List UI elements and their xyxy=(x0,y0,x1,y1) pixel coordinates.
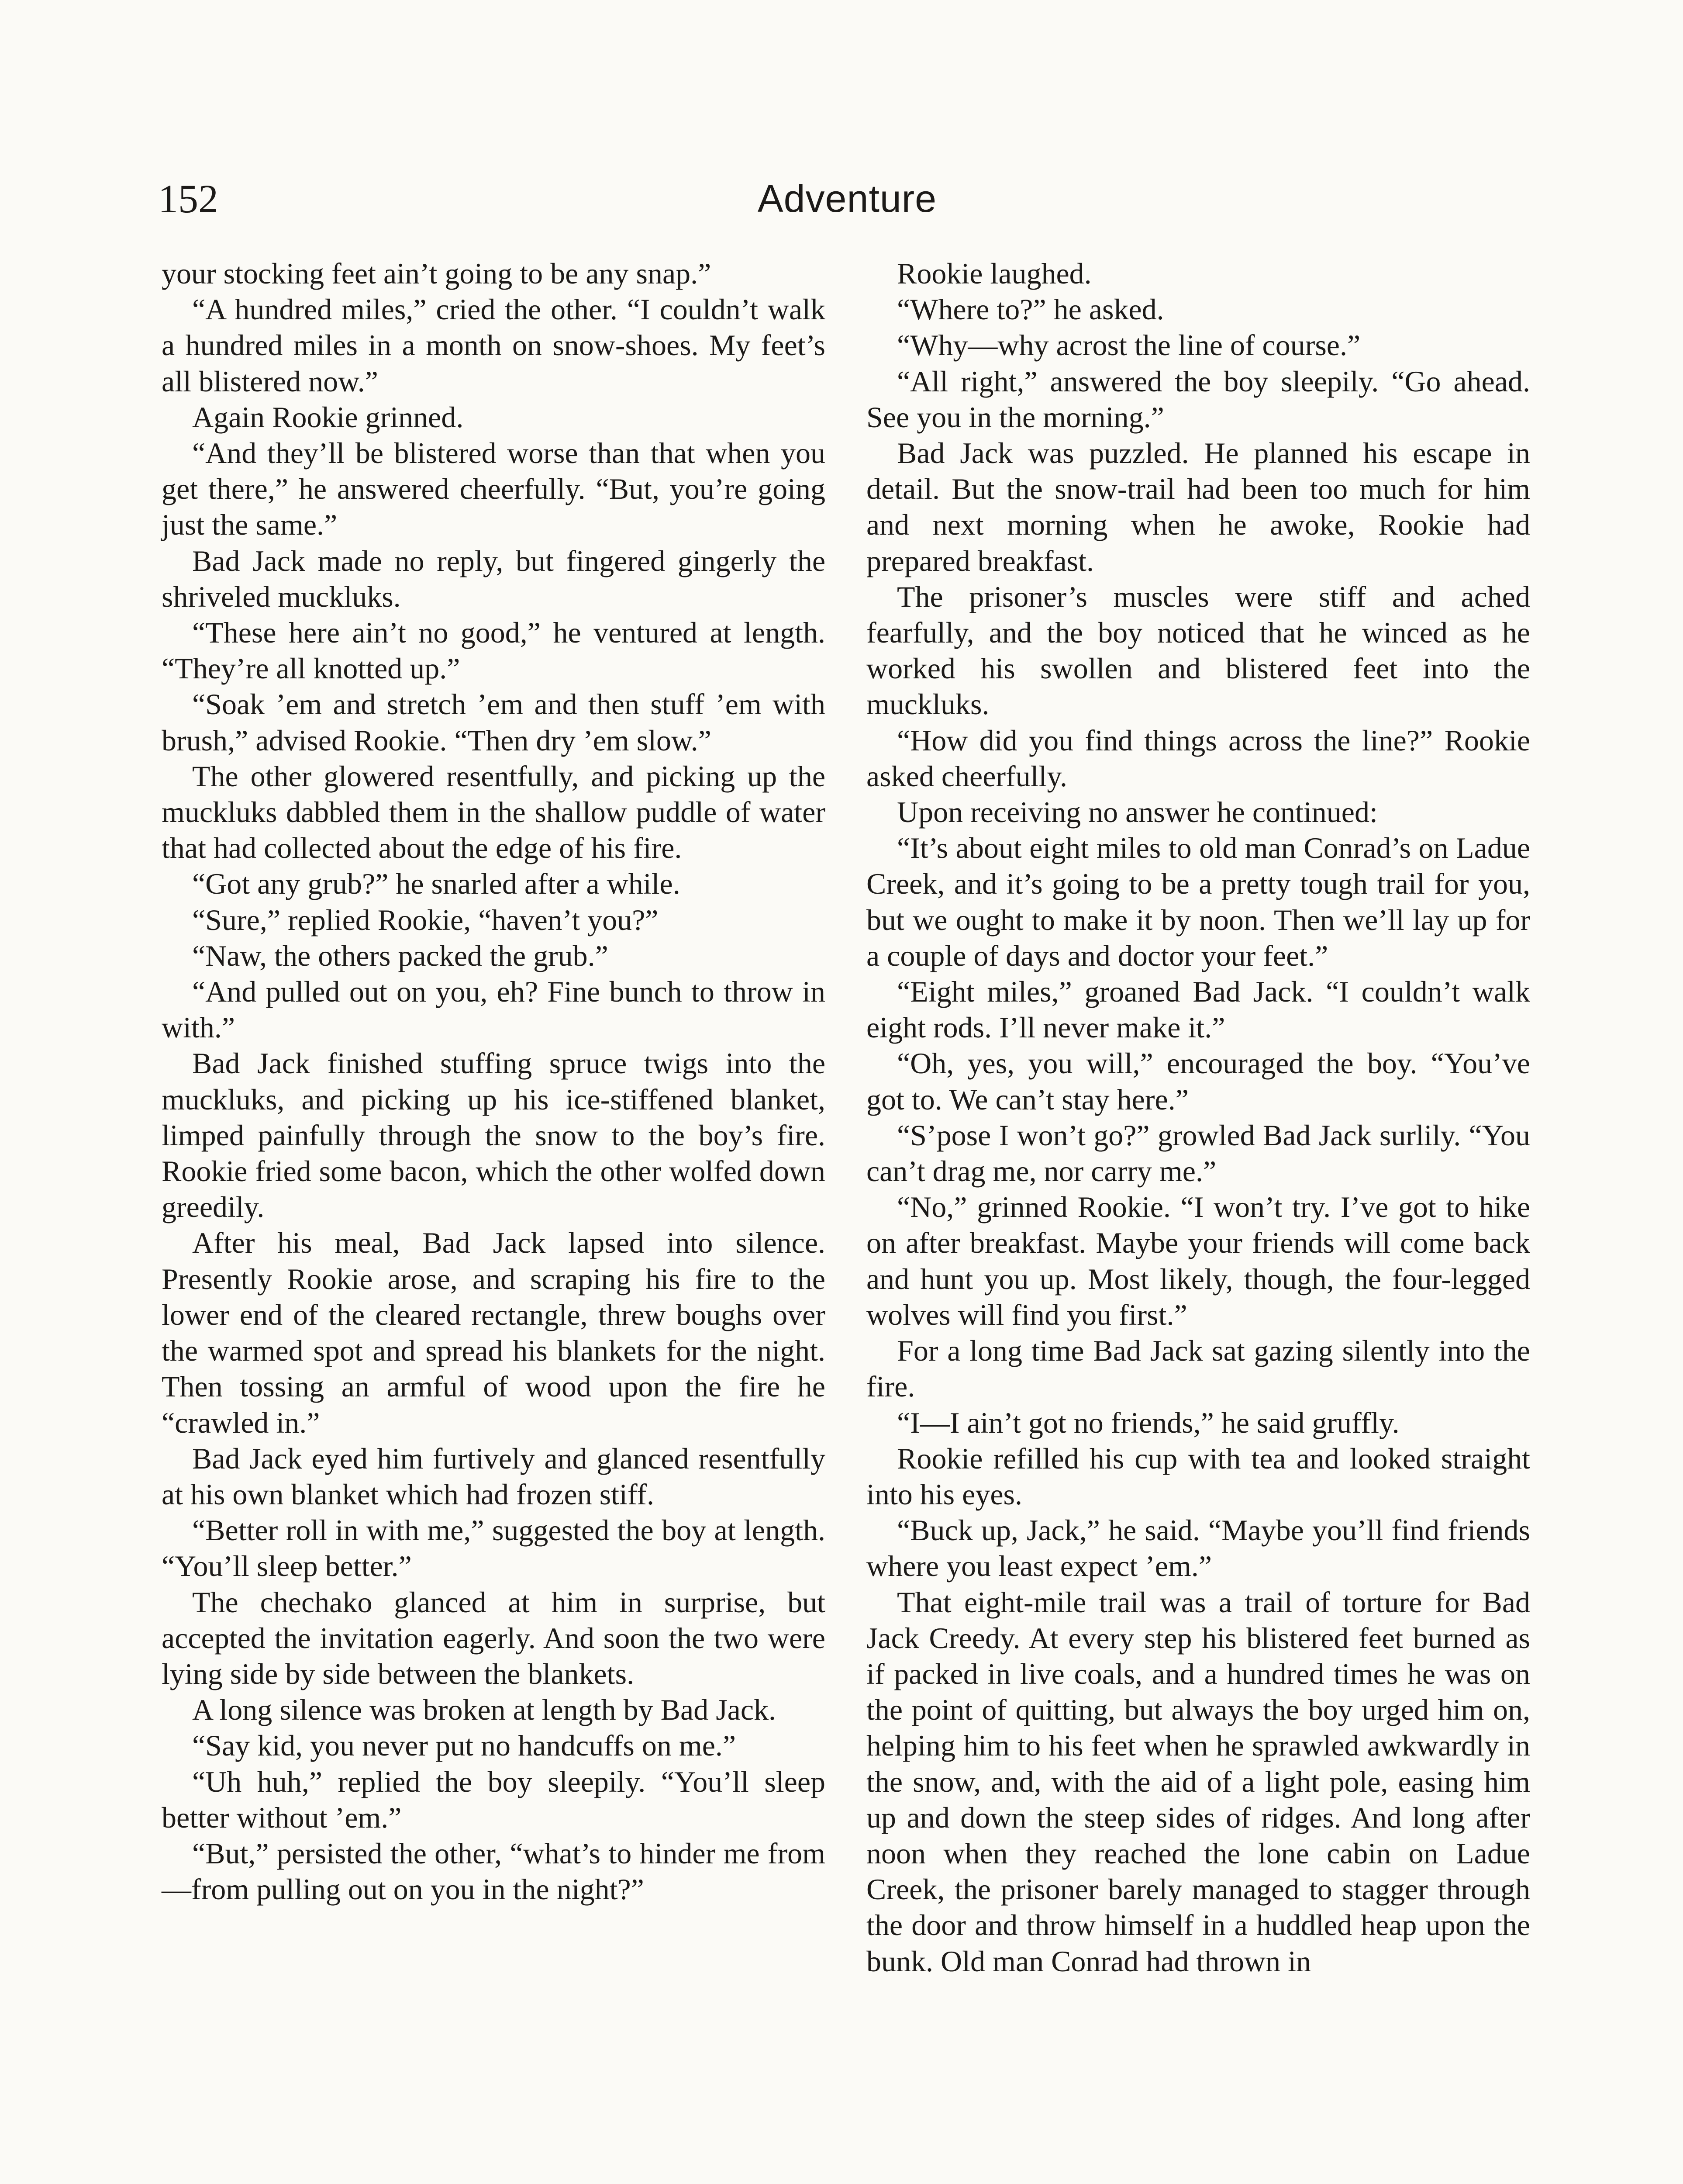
paragraph: “Naw, the others packed the grub.” xyxy=(192,939,608,972)
paragraph: “Eight miles,” groaned Bad Jack. “I couldn’t walk eight rods. I’ll never make it.” xyxy=(866,975,1530,1044)
paragraph: For a long time Bad Jack sat gazing silently into the fire. xyxy=(866,1334,1530,1403)
left-column xyxy=(162,256,825,1907)
running-title: Adventure xyxy=(757,177,937,220)
paragraph: your stocking feet ain’t going to be any snap.” xyxy=(162,257,711,290)
paragraph: “Buck up, Jack,” he said. “Maybe you’ll find friends where you least expect ’em.” xyxy=(866,1514,1530,1583)
paragraph: “These here ain’t no good,” he ventured at length. “They’re all knotted up.” xyxy=(162,616,825,685)
paragraph: “How did you find things across the line?” Rookie asked cheerfully. xyxy=(866,723,1530,793)
paragraph: That eight-mile trail was a trail of torture for Bad Jack Creedy. At every step his blistered feet burned as if packed in live coals, and a hundred times he was on the point of quitting, but always the boy urged him on, helping him to his feet when he sprawled awkwardly in the snow, and, with the aid of a light pole, easing him up and down the steep sides of ridges. And long after noon when they reached the lone cabin on Ladue Creek, the prisoner barely managed to stagger through the door and throw himself in a huddled heap upon the bunk. Old man Conrad had thrown in xyxy=(866,1585,1530,1978)
paragraph: “I—I ain’t got no friends,” he said gruffly. xyxy=(897,1406,1400,1439)
paragraph: “No,” grinned Rookie. “I won’t try. I’ve got to hike on after breakfast. Maybe your friends will come back and hunt you up. Most likely, though, the four-legged wolves will find you first.” xyxy=(866,1190,1530,1331)
right-column xyxy=(866,256,1530,1979)
paragraph: “All right,” answered the boy sleepily. “Go ahead. See you in the morning.” xyxy=(866,364,1530,434)
paragraph: “Why—why acrost the line of course.” xyxy=(897,328,1361,362)
paragraph: “Got any grub?” he snarled after a while. xyxy=(192,867,680,901)
paragraph: After his meal, Bad Jack lapsed into silence. Presently Rookie arose, and scraping his fire to the lower end of the cleared rectangle, threw boughs over the warmed spot and spread his blankets for the night. Then tossing an armful of wood upon the fire he “crawled in.” xyxy=(162,1226,825,1439)
paragraph: Bad Jack was puzzled. He planned his escape in detail. But the snow-trail had been too much for him and next morning when he awoke, Rookie had prepared breakfast. xyxy=(866,436,1530,577)
paragraph: Again Rookie grinned. xyxy=(192,400,464,434)
paragraph: “Where to?” he asked. xyxy=(897,293,1164,326)
paragraph: “Uh huh,” replied the boy sleepily. “You’ll sleep better without ’em.” xyxy=(162,1765,825,1834)
paragraph: The prisoner’s muscles were stiff and ached fearfully, and the boy noticed that he winced as he worked his swollen and blistered feet into the muckluks. xyxy=(866,580,1530,721)
page-header xyxy=(158,168,1536,229)
paragraph: The chechako glanced at him in surprise, but accepted the invitation eagerly. And soon the two were lying side by side between the blankets. xyxy=(162,1585,825,1690)
paragraph: “S’pose I won’t go?” growled Bad Jack surlily. “You can’t drag me, nor carry me.” xyxy=(866,1118,1530,1188)
paragraph: Upon receiving no answer he continued: xyxy=(897,795,1378,829)
paragraph: “It’s about eight miles to old man Conrad’s on Ladue Creek, and it’s going to be a pretty tough trail for you, but we ought to make it by noon. Then we’ll lay up for a couple of days and doctor your feet.” xyxy=(866,831,1530,972)
paragraph: Bad Jack finished stuffing spruce twigs into the muckluks, and picking up his ice-stiffened blanket, limped painfully through the snow to the boy’s fire. Rookie fried some bacon, which the other wolfed down greedily. xyxy=(162,1047,825,1224)
paragraph: “Sure,” replied Rookie, “haven’t you?” xyxy=(192,903,659,936)
paragraph: Rookie refilled his cup with tea and looked straight into his eyes. xyxy=(866,1441,1530,1511)
paragraph: “Better roll in with me,” suggested the boy at length. “You’ll sleep better.” xyxy=(162,1514,825,1583)
paragraph: The other glowered resentfully, and picking up the muckluks dabbled them in the shallow puddle of water that had collected about the edge of his fire. xyxy=(162,759,825,865)
paragraph: “A hundred miles,” cried the other. “I couldn’t walk a hundred miles in a month on snow-shoes. My feet’s all blistered now.” xyxy=(162,293,825,398)
paragraph: “But,” persisted the other, “what’s to hinder me from—from pulling out on you in the night?” xyxy=(162,1836,825,1906)
paragraph: “Soak ’em and stretch ’em and then stuff ’em with brush,” advised Rookie. “Then dry ’em slow.” xyxy=(162,688,825,757)
paragraph: “Oh, yes, you will,” encouraged the boy. “You’ve got to. We can’t stay here.” xyxy=(866,1047,1530,1116)
paragraph: “And they’ll be blistered worse than that when you get there,” he answered cheerfully. “But, you’re going just the same.” xyxy=(162,436,825,542)
paragraph: Rookie laughed. xyxy=(897,257,1092,290)
paragraph: “Say kid, you never put no handcuffs on me.” xyxy=(192,1729,736,1762)
paragraph: “And pulled out on you, eh? Fine bunch to throw in with.” xyxy=(162,975,825,1044)
paragraph: Bad Jack eyed him furtively and glanced resentfully at his own blanket which had frozen stiff. xyxy=(162,1441,825,1511)
page-number: 152 xyxy=(158,176,218,221)
paragraph: A long silence was broken at length by Bad Jack. xyxy=(192,1693,776,1727)
paragraph: Bad Jack made no reply, but fingered gingerly the shriveled muckluks. xyxy=(162,544,825,613)
